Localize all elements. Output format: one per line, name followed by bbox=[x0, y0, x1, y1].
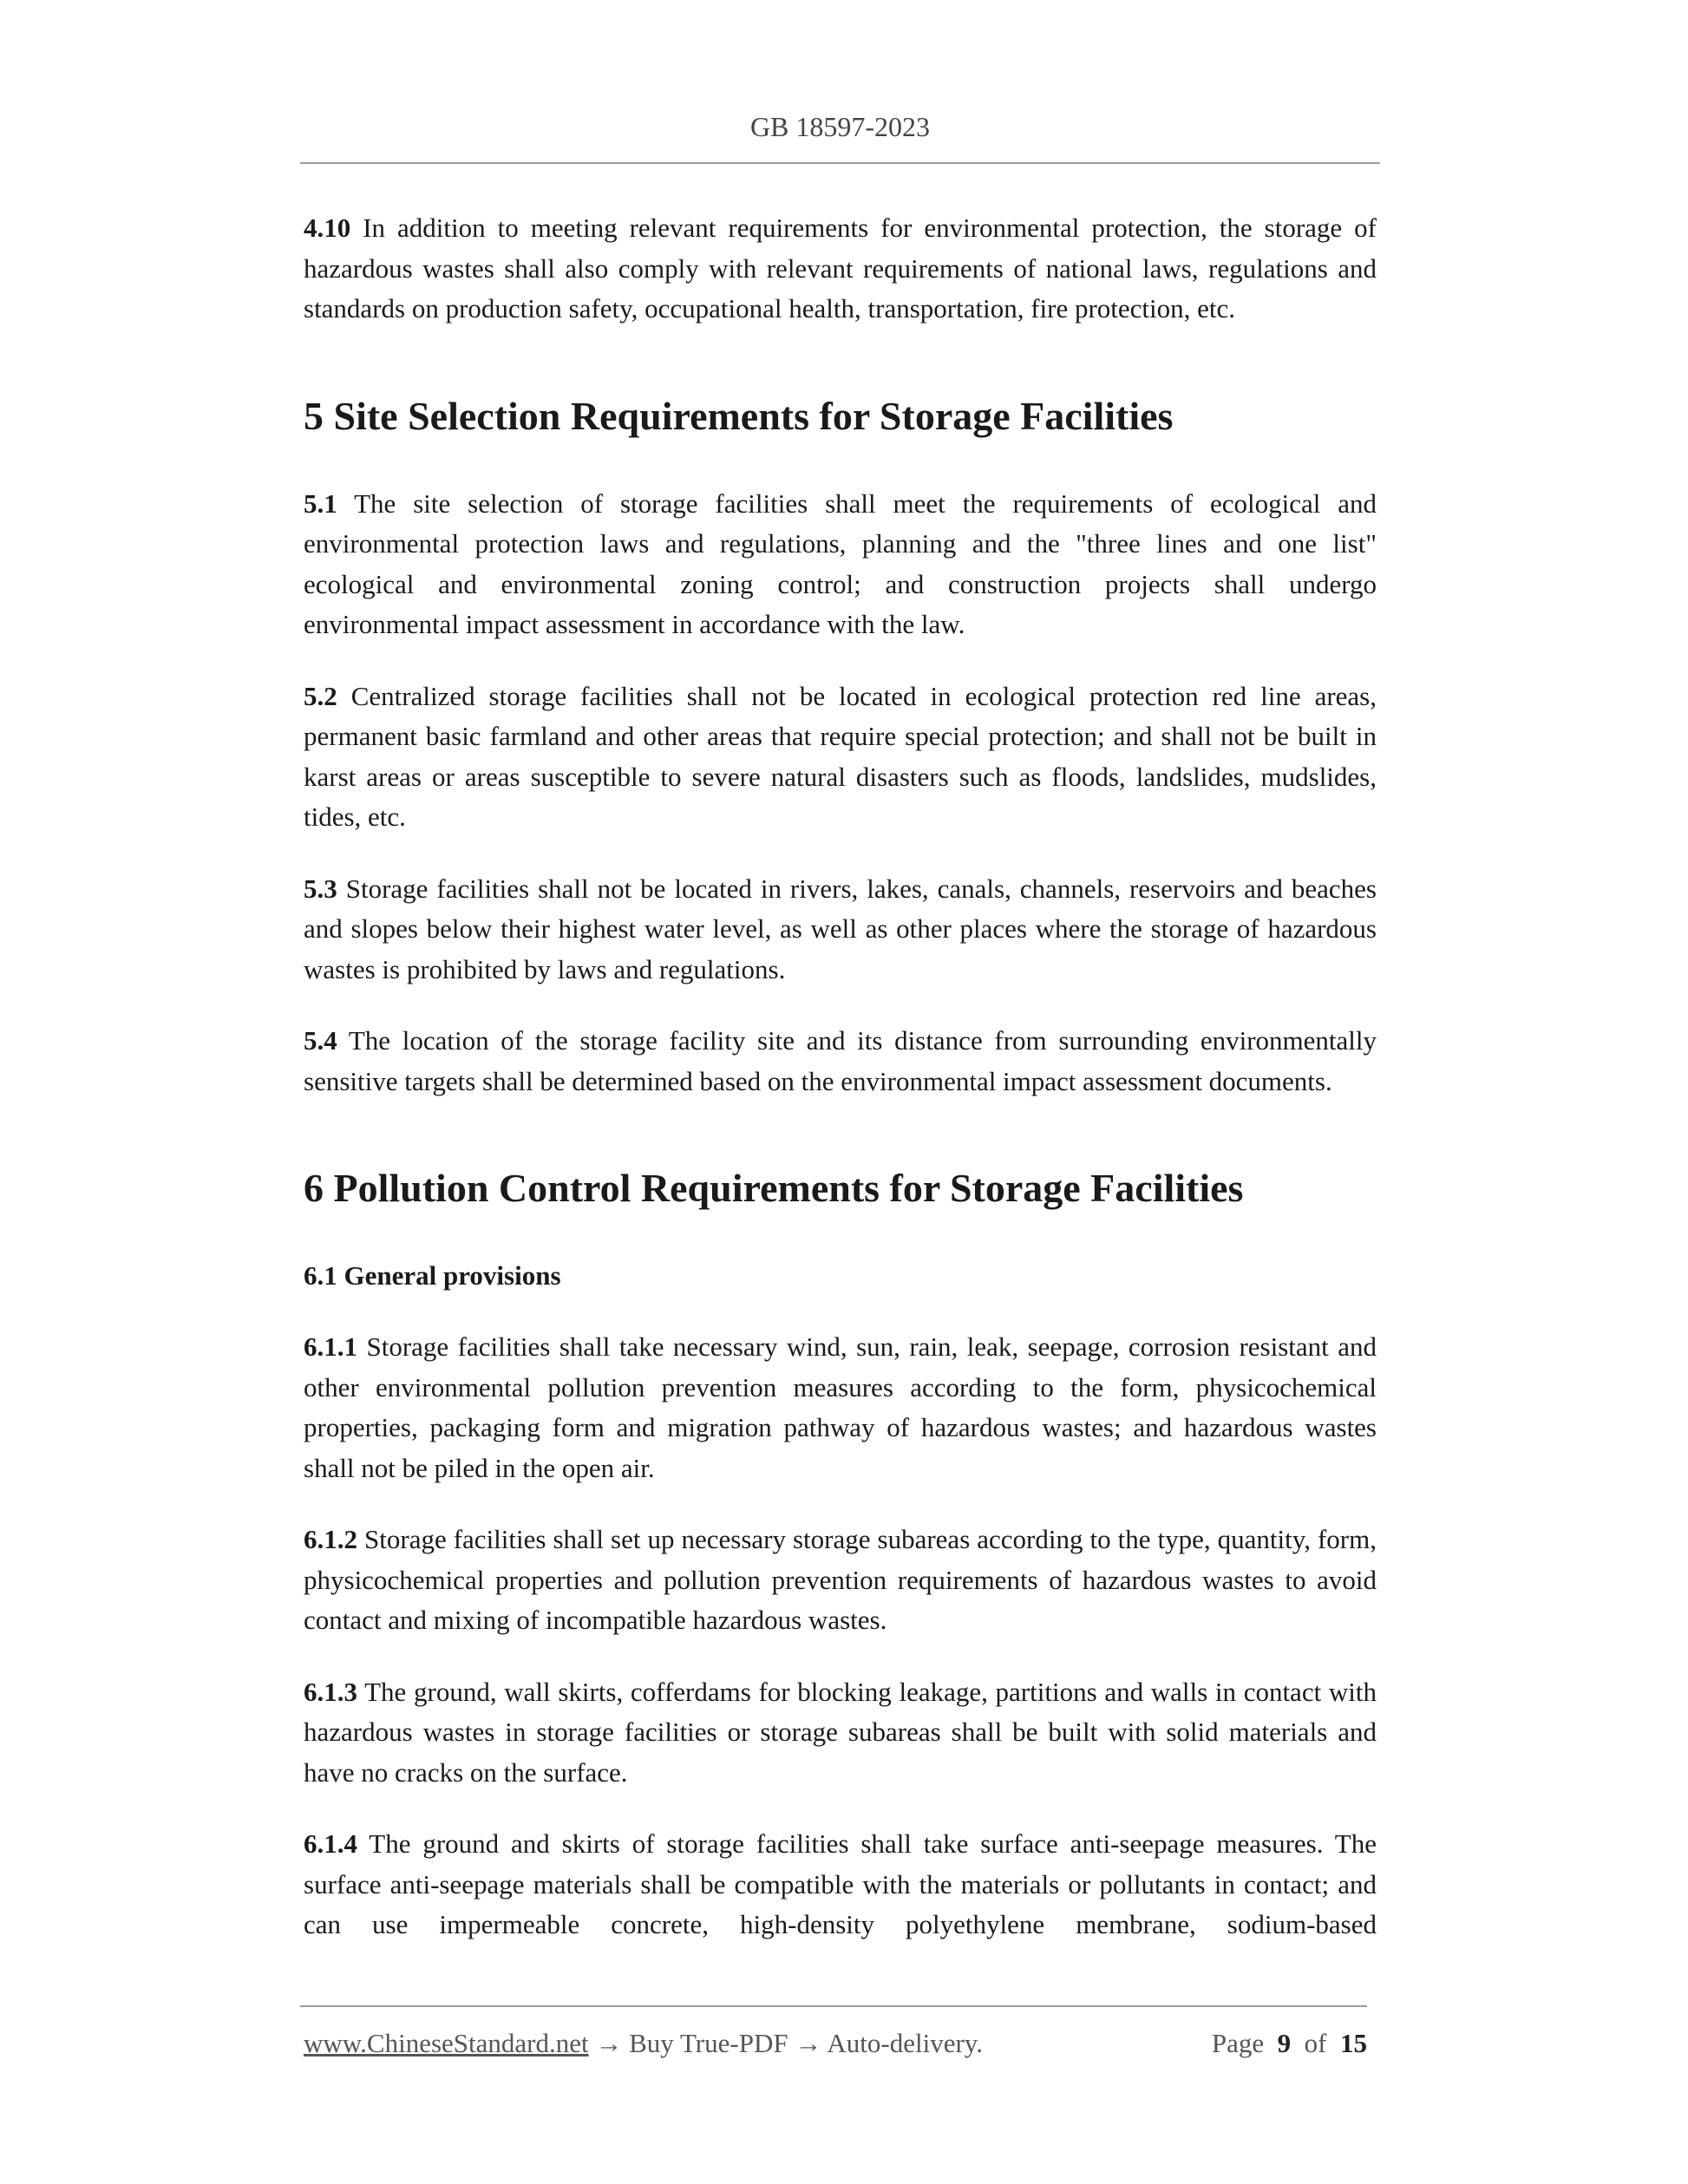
clause-number: 4.10 bbox=[304, 213, 351, 243]
page-label: Page bbox=[1211, 2028, 1265, 2058]
clause-number: 6.1.1 bbox=[304, 1331, 357, 1362]
clause-number: 5.2 bbox=[304, 680, 337, 711]
current-page-number: 9 bbox=[1277, 2028, 1292, 2058]
of-label: of bbox=[1304, 2028, 1327, 2058]
section-heading-5: 5 Site Selection Requirements for Storage Facilities bbox=[304, 393, 1174, 438]
clause-text: The site selection of storage facilities shall meet the requirements of ecological and environmental protection laws and regulations, planning and the "three lines and one list" ecological and environmental zoning control; and construction projects shall undergo environmental impact assessment in accordance with the law. bbox=[304, 487, 1377, 639]
subsection-heading-6-1: 6.1 General provisions bbox=[304, 1260, 561, 1291]
clause-4-10 bbox=[304, 208, 1377, 330]
clause-number: 5.4 bbox=[304, 1025, 337, 1056]
auto-delivery-text: Auto-delivery. bbox=[827, 2028, 984, 2058]
clause-text: Storage facilities shall not be located in rivers, lakes, canals, channels, reservoirs and beaches and slopes below their highest water level, as well as other places where the storage of hazardous wastes is prohibited by laws and regulations. bbox=[304, 873, 1377, 984]
clause-5-3 bbox=[304, 869, 1377, 991]
clause-text: The ground and skirts of storage facilities shall take surface anti-seepage measures. The surface anti-seepage materials shall be compatible with the materials or pollutants in contact; and can use impermeable concrete, high-density polyethylene membrane, sodium-based bbox=[304, 1828, 1377, 1939]
clause-5-1 bbox=[304, 484, 1377, 645]
footer-divider bbox=[300, 2005, 1367, 2007]
clause-number: 6.1.3 bbox=[304, 1676, 357, 1707]
clause-number: 5.3 bbox=[304, 873, 337, 904]
clause-6-1-4 bbox=[304, 1824, 1377, 1945]
clause-number: 6.1.4 bbox=[304, 1828, 357, 1859]
clause-number: 6.1.2 bbox=[304, 1524, 357, 1554]
clause-text: In addition to meeting relevant requirements for environmental protection, the storage of hazardous wastes shall also comply with relevant requirements of national laws, regulations and standards on production safety, occupational health, transportation, fire protection, etc. bbox=[304, 213, 1377, 324]
total-pages-number: 15 bbox=[1340, 2028, 1367, 2058]
clause-text: The ground, wall skirts, cofferdams for blocking leakage, partitions and walls in contact with hazardous wastes in storage facilities or storage subareas shall be built with solid materials and have no cracks on the surface. bbox=[304, 1676, 1377, 1788]
clause-text: Storage facilities shall set up necessary storage subareas according to the type, quantity, form, physicochemical properties and pollution prevention requirements of hazardous wastes to avoid contact and mixing of incompatible hazardous wastes. bbox=[304, 1524, 1377, 1635]
clause-5-2 bbox=[304, 677, 1377, 838]
clause-text: Storage facilities shall take necessary wind, sun, rain, leak, seepage, corrosion resistant and other environmental pollution prevention measures according to the form, physicochemical properties, packaging form and migration pathway of hazardous wastes; and hazardous wastes shall not be piled in the open air. bbox=[304, 1331, 1377, 1483]
clause-number: 5.1 bbox=[304, 487, 337, 519]
clause-text: The location of the storage facility site and its distance from surrounding environmentally sensitive targets shall be determined based on the environmental impact assessment documents. bbox=[304, 1025, 1377, 1096]
clause-text: Centralized storage facilities shall not be located in ecological protection red line areas, permanent basic farmland and other areas that require special protection; and shall not be built in karst areas or areas susceptible to severe natural disasters such as floods, landslides, mudslides, tides, etc. bbox=[304, 680, 1377, 832]
clause-6-1-3 bbox=[304, 1672, 1377, 1794]
page-indicator bbox=[1212, 2028, 1367, 2059]
chinesestandard-link[interactable]: www.ChineseStandard.net bbox=[304, 2028, 589, 2058]
section-heading-6: 6 Pollution Control Requirements for Storage Facilities bbox=[304, 1166, 1244, 1210]
clause-6-1-2 bbox=[304, 1520, 1377, 1641]
clause-6-1-1 bbox=[304, 1327, 1377, 1488]
clause-5-4 bbox=[304, 1021, 1377, 1102]
arrow-right-icon: → bbox=[595, 2028, 623, 2058]
page-header-title: GB 18597-2023 bbox=[749, 111, 931, 142]
footer-promo bbox=[304, 2028, 983, 2059]
buy-pdf-text: Buy True-PDF bbox=[629, 2028, 788, 2058]
arrow-right-icon: → bbox=[795, 2028, 822, 2058]
document-body bbox=[304, 208, 1377, 1945]
header-divider bbox=[300, 162, 1380, 164]
